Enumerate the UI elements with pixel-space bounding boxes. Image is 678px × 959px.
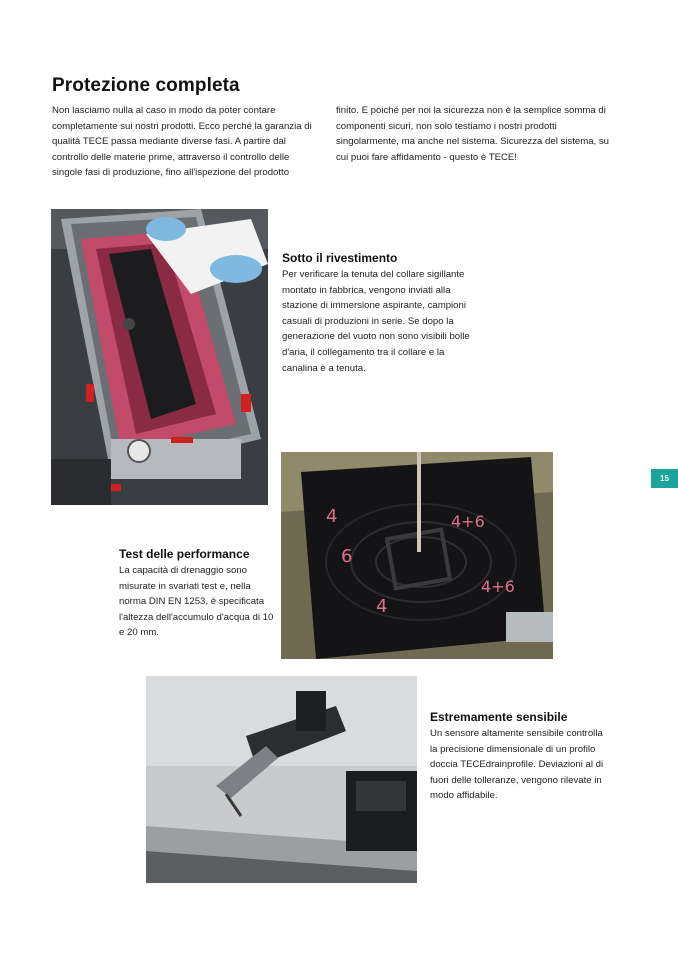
- immersion-station-photo: [51, 209, 268, 505]
- svg-text:4: 4: [376, 596, 388, 617]
- intro-column-1: Non lasciamo nulla al caso in modo da poter contare completamente sui nostri prodotti. Ecco perché la garanzia di qualità TECE passa mediante diverse fasi. A partire dal controllo delle materie prime, attraverso il controllo delle singole fasi di produzione, fino all'ispezione del prodotto: [52, 105, 312, 179]
- page-title: Protezione completa: [52, 75, 240, 96]
- drainage-test-photo: [281, 452, 553, 659]
- section-title-sensor: Estremamente sensibile: [430, 710, 568, 724]
- section-text-performance: La capacità di drenaggio sono misurate in svariati test e, nella norma DIN EN 1253, è specificata l'altezza dell'accumulo d'acqua di 10 e 20 mm.: [119, 565, 274, 639]
- section-title-coating: Sotto il rivestimento: [282, 251, 398, 265]
- page-number-badge: 15: [651, 469, 678, 488]
- section-text-sensor: Un sensore altamente sensibile controlla la precisione dimensionale di un profilo doccia TECEdrainprofile. Deviazioni al di fuori delle tolleranze, vengono rilevate in modo affidabile.: [430, 728, 604, 802]
- intro-column-2: finito. E poiché per noi la sicurezza non è la semplice somma di componenti sicuri, non solo testiamo i nostri prodotti singolarmente, ma anche nel sistema. Sicurezza del sistema, su cui puoi fare affidamento - questo è TECE!: [336, 105, 610, 163]
- section-text-coating: Per verificare la tenuta del collare sigillante montato in fabbrica, vengono inviati alla stazione di immersione aspirante, campioni casuali di produzioni in serie. Se dopo la generazione del vuoto non sono visibili bolle d'aria, il collegamento tra il collare e la canalina è a tenuta.: [282, 269, 470, 374]
- svg-text:4+6: 4+6: [451, 512, 485, 531]
- section-title-performance: Test delle performance: [119, 547, 250, 561]
- svg-text:4: 4: [326, 506, 338, 527]
- svg-text:4+6: 4+6: [481, 577, 515, 596]
- svg-text:6: 6: [341, 546, 353, 567]
- sensor-photo: [146, 676, 417, 883]
